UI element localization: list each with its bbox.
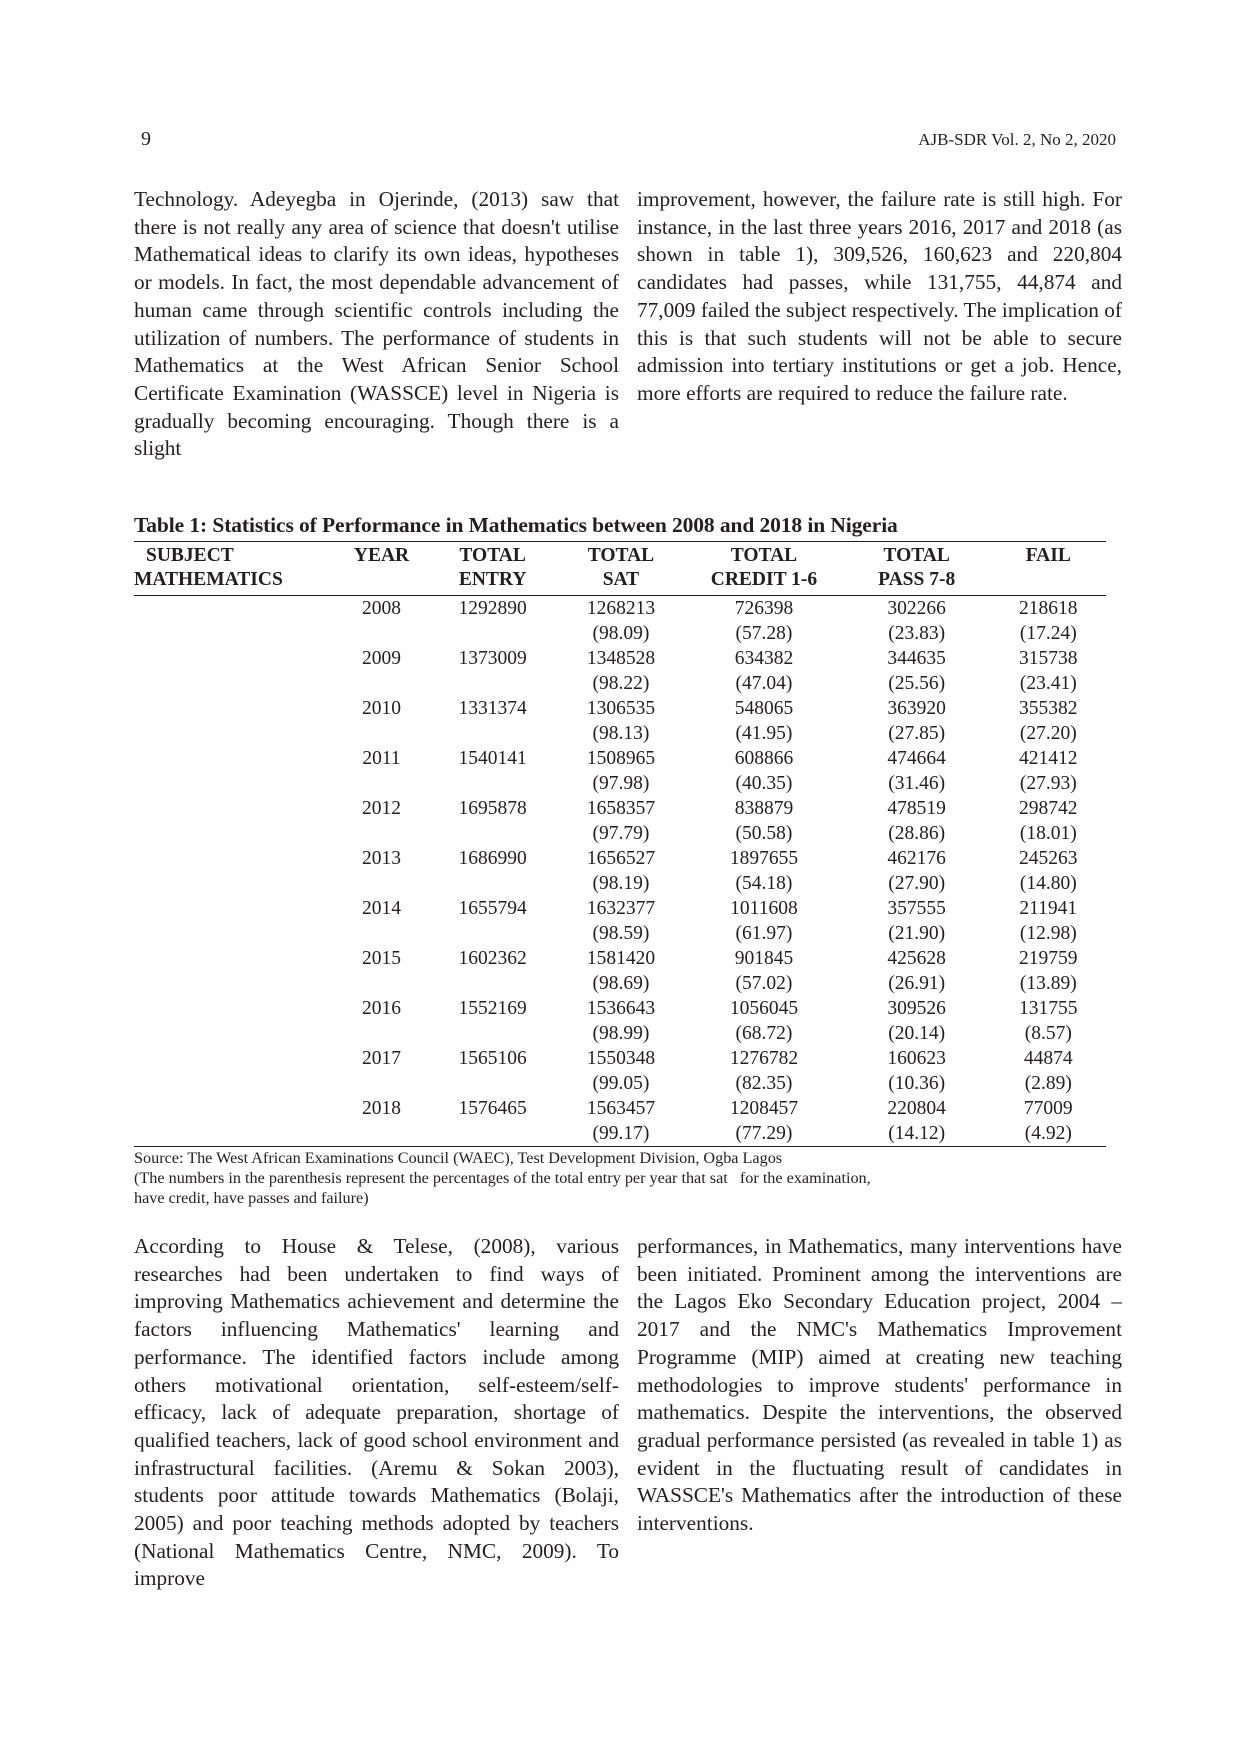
cell-empty [134,1021,335,1046]
cell-total-pass: 302266 [887,598,946,619]
cell-year: 2009 [362,648,401,669]
top-left-column [134,186,619,463]
cell-empty [134,1121,335,1147]
cell-subject [134,746,335,771]
cell-total-entry: 1602362 [458,948,527,969]
cell-empty [428,671,556,696]
header-total-sat: TOTAL [557,542,685,569]
cell-credit-percent: (41.95) [735,723,793,744]
table-header-row [134,568,1106,596]
cell-fail: 77009 [1023,1098,1073,1119]
cell-year: 2014 [362,898,401,919]
cell-total-entry: 1576465 [458,1098,527,1119]
cell-total-credit: 634382 [734,648,794,669]
cell-total-credit: 838879 [734,798,794,819]
cell-total-sat: 1306535 [586,698,656,719]
cell-empty [335,1021,429,1046]
cell-year: 2008 [362,598,401,619]
cell-fail-percent: (14.80) [1019,873,1077,894]
running-head: AJB-SDR Vol. 2, No 2, 2020 [918,130,1116,149]
cell-total-pass: 462176 [887,848,946,869]
table-row-percentages [134,921,1106,946]
cell-fail-percent: (23.41) [1019,673,1077,694]
cell-total-credit: 1011608 [730,898,798,919]
cell-pass-percent: (10.36) [888,1073,946,1094]
table-row-percentages [134,871,1106,896]
note-line: have credit, have passes and failure) [134,1189,369,1207]
cell-fail-percent: (12.98) [1019,923,1077,944]
cell-pass-percent: (27.90) [888,873,946,894]
table-row [134,646,1106,671]
cell-empty [428,821,556,846]
header-year-2 [335,568,429,596]
cell-total-pass: 344635 [887,648,946,669]
cell-credit-percent: (54.18) [735,873,793,894]
cell-empty [428,721,556,746]
cell-empty [134,671,335,696]
cell-pass-percent: (14.12) [843,1121,991,1147]
cell-year: 2011 [362,748,401,769]
cell-fail-percent: (4.92) [991,1121,1106,1147]
cell-subject [134,1096,335,1121]
table-row-percentages [134,1121,1106,1147]
cell-total-sat: 1563457 [586,1098,656,1119]
cell-fail: 131755 [1019,998,1078,1019]
cell-total-sat: 1536643 [586,998,656,1019]
cell-credit-percent: (61.97) [735,923,793,944]
cell-sat-percent: (98.59) [592,923,650,944]
cell-empty [134,621,335,646]
cell-year: 2010 [362,698,401,719]
cell-pass-percent: (28.86) [888,823,946,844]
table-row-percentages [134,821,1106,846]
paragraph: performances, in Mathematics, many interventions have been initiated. Prominent among the interventions are the Lagos Eko Secondary Education project, 2004 – 2017 and the NMC's Mathematics Improvement Programme (MIP) aimed at creating new teaching methodologies to improve students' performance in mathematics. Despite the interventions, the observed gradual performance persisted (as revealed in table 1) as evident in the fluctuating result of candidates in WASSCE's Mathematics after the introduction of these interventions. [637,1234,1122,1536]
source-line: Source: The West African Examinations Council (WAEC), Test Development Division, Ogba Lagos [134,1149,783,1167]
cell-fail-percent: (27.20) [1019,723,1077,744]
page-number: 9 [141,128,151,150]
table-row [134,1096,1106,1121]
header-total-entry: TOTAL [428,542,556,569]
cell-year: 2015 [362,948,401,969]
cell-empty [134,821,335,846]
table-row [134,1046,1106,1071]
cell-credit-percent: (77.29) [685,1121,843,1147]
cell-empty [428,1121,556,1147]
cell-fail: 355382 [1019,698,1078,719]
cell-credit-percent: (57.28) [735,623,793,644]
cell-subject [134,596,335,622]
header-year: YEAR [335,542,429,569]
cell-total-pass: 478519 [887,798,946,819]
cell-empty [335,821,429,846]
paragraph: According to House & Telese, (2008), various researches had been undertaken to find ways of improving Mathematics achievement and determine the factors influencing Mathematics' learning and performance. The identified factors include among others motivational orientation, self-esteem/self-efficacy, lack of adequate preparation, shortage of qualified teachers, lack of good school environment and infrastructural facilities. (Aremu & Sokan 2003), students poor attitude towards Mathematics (Bolaji, 2005) and poor teaching methods adopted by teachers (National Mathematics Centre, NMC, 2009). To improve [134,1234,619,1591]
cell-subject [134,796,335,821]
table-row [134,896,1106,921]
cell-empty [428,621,556,646]
cell-year: 2017 [362,1048,401,1069]
cell-fail: 298742 [1019,798,1078,819]
cell-pass-percent: (21.90) [888,923,946,944]
cell-year: 2012 [362,798,401,819]
header-fail: FAIL [991,542,1106,569]
cell-total-entry: 1292890 [458,598,527,619]
cell-total-entry: 1565106 [458,1048,527,1069]
cell-credit-percent: (40.35) [735,773,793,794]
cell-total-pass: 160623 [887,1048,946,1069]
cell-fail: 219759 [1019,948,1078,969]
cell-total-sat: 1656527 [586,848,656,869]
cell-empty [428,871,556,896]
table-row [134,946,1106,971]
cell-sat-percent: (99.17) [557,1121,685,1147]
cell-pass-percent: (26.91) [888,973,946,994]
cell-sat-percent: (98.22) [592,673,650,694]
cell-empty [428,1021,556,1046]
cell-sat-percent: (98.19) [592,873,650,894]
cell-total-credit: 1056045 [729,998,799,1019]
cell-credit-percent: (68.72) [735,1023,793,1044]
table-row-percentages [134,671,1106,696]
cell-empty [335,721,429,746]
cell-total-pass: 357555 [887,898,946,919]
table-header-row [134,542,1106,569]
cell-total-entry: 1695878 [458,798,527,819]
table-row [134,996,1106,1021]
cell-sat-percent: (98.69) [592,973,650,994]
cell-credit-percent: (47.04) [735,673,793,694]
table-row [134,846,1106,871]
cell-total-pass: 363920 [887,698,946,719]
header-total-credit: TOTAL [685,542,843,569]
cell-total-sat: 1550348 [586,1048,656,1069]
statistics-table [134,541,1106,1147]
cell-empty [428,1071,556,1096]
cell-total-entry: 1552169 [458,998,527,1019]
table-row-percentages [134,721,1106,746]
cell-year: 2016 [362,998,401,1019]
cell-fail: 245263 [1019,848,1078,869]
cell-total-entry: 1686990 [458,848,527,869]
table-row-percentages [134,621,1106,646]
table-row-percentages [134,1071,1106,1096]
header-pass: PASS 7-8 [843,568,991,596]
cell-total-sat: 1632377 [586,898,656,919]
cell-total-entry: 1540141 [458,748,527,769]
cell-sat-percent: (98.13) [592,723,650,744]
cell-fail-percent: (8.57) [1024,1023,1072,1044]
header-total-pass: TOTAL [843,542,991,569]
cell-empty [134,721,335,746]
table-row [134,746,1106,771]
cell-fail-percent: (17.24) [1019,623,1077,644]
cell-sat-percent: (98.99) [592,1023,650,1044]
cell-empty [428,921,556,946]
top-right-column [637,186,1122,408]
cell-total-credit: 901845 [734,948,794,969]
cell-empty [335,971,429,996]
cell-subject [134,946,335,971]
cell-fail: 315738 [1019,648,1078,669]
header-credit: CREDIT 1-6 [685,568,843,596]
cell-year: 2018 [362,1098,401,1119]
table-row-percentages [134,971,1106,996]
cell-total-credit: 726398 [734,598,794,619]
header-fail-2 [991,568,1106,596]
cell-fail: 218618 [1019,598,1078,619]
cell-total-pass: 474664 [887,748,946,769]
header-sat: SAT [557,568,685,596]
cell-pass-percent: (20.14) [888,1023,946,1044]
cell-pass-percent: (27.85) [888,723,946,744]
bottom-right-column [637,1233,1122,1538]
cell-total-sat: 1658357 [586,798,656,819]
cell-total-credit: 1276782 [729,1048,799,1069]
cell-empty [335,1071,429,1096]
cell-total-sat: 1348528 [586,648,656,669]
cell-credit-percent: (57.02) [735,973,793,994]
cell-empty [335,921,429,946]
cell-fail: 211941 [1019,898,1078,919]
cell-sat-percent: (98.09) [592,623,650,644]
cell-pass-percent: (25.56) [888,673,946,694]
header-subject: SUBJECT [134,542,335,569]
cell-empty [134,771,335,796]
cell-year: 2013 [362,848,401,869]
cell-fail-percent: (27.93) [1019,773,1077,794]
cell-pass-percent: (23.83) [888,623,946,644]
cell-fail: 421412 [1019,748,1078,769]
header-entry: ENTRY [428,568,556,596]
cell-empty [335,1121,429,1147]
cell-subject [134,1046,335,1071]
cell-fail-percent: (13.89) [1019,973,1077,994]
cell-subject [134,646,335,671]
cell-credit-percent: (50.58) [735,823,793,844]
cell-empty [335,771,429,796]
cell-empty [428,771,556,796]
cell-fail-percent: (18.01) [1019,823,1077,844]
table-body [134,596,1106,1147]
cell-total-pass: 220804 [887,1098,946,1119]
cell-sat-percent: (99.05) [592,1073,650,1094]
cell-total-credit: 1897655 [729,848,799,869]
header-mathematics: MATHEMATICS [134,568,335,596]
cell-total-sat: 1268213 [586,598,656,619]
cell-pass-percent: (31.46) [888,773,946,794]
cell-total-credit: 608866 [734,748,794,769]
table-row [134,696,1106,721]
cell-total-entry: 1373009 [458,648,527,669]
table-caption: Table 1: Statistics of Performance in Mathematics between 2008 and 2018 in Nigeria [134,513,898,537]
cell-sat-percent: (97.98) [592,773,650,794]
cell-fail-percent: (2.89) [1024,1073,1072,1094]
cell-empty [134,971,335,996]
cell-empty [335,871,429,896]
table-row-percentages [134,771,1106,796]
bottom-left-column [134,1233,619,1593]
cell-total-credit: 548065 [734,698,794,719]
table-source-note [134,1148,1114,1208]
cell-subject [134,896,335,921]
cell-credit-percent: (82.35) [735,1073,793,1094]
note-line: (The numbers in the parenthesis represent the percentages of the total entry per year that sat for the examination, [134,1169,871,1187]
cell-total-entry: 1331374 [458,698,527,719]
cell-subject [134,996,335,1021]
cell-empty [335,671,429,696]
cell-fail: 44874 [1023,1048,1073,1069]
cell-total-entry: 1655794 [458,898,527,919]
cell-total-pass: 309526 [887,998,946,1019]
cell-subject [134,846,335,871]
table-row [134,796,1106,821]
cell-empty [335,621,429,646]
cell-subject [134,696,335,721]
table-row [134,596,1106,622]
cell-total-sat: 1508965 [586,748,656,769]
cell-empty [134,921,335,946]
paragraph: improvement, however, the failure rate is still high. For instance, in the last three years 2016, 2017 and 2018 (as shown in table 1), 309,526, 160,623 and 220,804 candidates had passes, while 131,755, 44,874 and 77,009 failed the subject respectively. The implication of this is that such students will not be able to secure admission into tertiary institutions or get a job. Hence, more efforts are required to reduce the failure rate. [637,187,1122,405]
cell-total-credit: 1208457 [729,1098,799,1119]
cell-empty [428,971,556,996]
cell-empty [134,1071,335,1096]
cell-sat-percent: (97.79) [592,823,650,844]
cell-total-pass: 425628 [887,948,946,969]
cell-empty [134,871,335,896]
cell-total-sat: 1581420 [586,948,656,969]
table-row-percentages [134,1021,1106,1046]
paragraph: Technology. Adeyegba in Ojerinde, (2013) saw that there is not really any area of science that doesn't utilise Mathematical ideas to clarify its own ideas, hypotheses or models. In fact, the most dependable advancement of human came through scientific controls including the utilization of numbers. The performance of students in Mathematics at the West African Senior School Certificate Examination (WASSCE) level in Nigeria is gradually becoming encouraging. Though there is a slight [134,187,619,461]
